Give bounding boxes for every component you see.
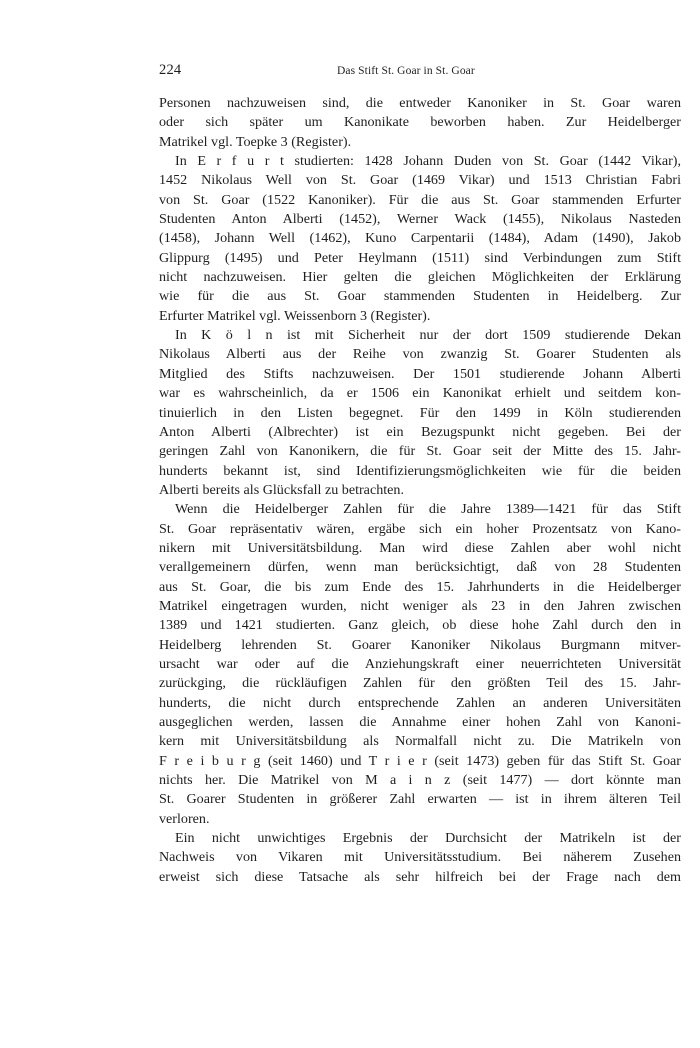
page-number: 224: [159, 62, 182, 78]
text-line: In E r f u r t studierten: 1428 Johann Duden von St. Goar (1442 Vikar),: [175, 153, 681, 170]
text-line: St. Goar repräsentativ wären, ergäbe sich ein hoher Prozentsatz von Kano-: [159, 520, 681, 537]
text-line: St. Goarer Studenten in größerer Zahl erwarten — ist in ihrem älteren Teil: [159, 791, 681, 808]
text-line: hunderts bekannt ist, sind Identifizierungsmöglichkeiten wie für die beiden: [159, 462, 681, 479]
text-line: wie für die aus St. Goar stammenden Studenten in Heidelberg. Zur: [159, 288, 681, 305]
text-line: Ein nicht unwichtiges Ergebnis der Durchsicht der Matrikeln ist der: [175, 830, 681, 847]
text-line: nikern mit Universitätsbildung. Man wird diese Zahlen aber wohl nicht: [159, 539, 681, 556]
text-line: verloren.: [159, 810, 210, 827]
text-line: (1458), Johann Well (1462), Kuno Carpentarii (1484), Adam (1490), Jakob: [159, 230, 681, 247]
text-line: erweist sich diese Tatsache als sehr hilfreich bei der Frage nach dem: [159, 868, 681, 885]
text-line: F r e i b u r g (seit 1460) und T r i e r (seit 1473) geben für das Stift St. Goar: [159, 752, 681, 769]
text-line: Wenn die Heidelberger Zahlen für die Jahre 1389—1421 für das Stift: [175, 501, 681, 518]
text-line: Studenten Anton Alberti (1452), Werner Wack (1455), Nikolaus Nasteden: [159, 211, 681, 228]
text-line: verallgemeinern dürfen, wenn man berücksichtigt, daß von 28 Studenten: [159, 559, 681, 576]
text-line: Nikolaus Alberti aus der Reihe von zwanzig St. Goarer Studenten als: [159, 346, 681, 363]
text-line: Matrikel eingetragen wurden, nicht weniger als 23 in den Jahren zwischen: [159, 597, 681, 614]
text-line: 1452 Nikolaus Well von St. Goar (1469 Vikar) und 1513 Christian Fabri: [159, 172, 681, 189]
text-line: oder sich später um Kanonikate beworben haben. Zur Heidelberger: [159, 114, 681, 131]
text-line: kern mit Universitätsbildung als Normalfall nicht zu. Die Matrikeln von: [159, 733, 681, 750]
text-line: hunderts, die nicht durch entsprechende Zahlen an anderen Universitäten: [159, 694, 681, 711]
text-line: Personen nachzuweisen sind, die entweder Kanoniker in St. Goar waren: [159, 95, 681, 111]
text-line: Anton Alberti (Albrechter) ist ein Bezugspunkt nicht gegeben. Bei der: [159, 423, 681, 440]
text-line: Erfurter Matrikel vgl. Weissenborn 3 (Register).: [159, 307, 431, 324]
text-line: ursacht war oder auf die Anziehungskraft einer neuerrichteten Universität: [159, 655, 681, 672]
text-line: Matrikel vgl. Toepke 3 (Register).: [159, 133, 352, 150]
text-line: nichts her. Die Matrikel von M a i n z (seit 1477) — dort könnte man: [159, 772, 681, 789]
text-line: Nachweis von Vikaren mit Universitätsstudium. Bei näherem Zusehen: [159, 849, 681, 866]
text-line: von St. Goar (1522 Kanoniker). Für die aus St. Goar stammenden Erfurter: [159, 191, 681, 208]
text-line: war es wahrscheinlich, da er 1506 ein Kanonikat erhielt und seitdem kon-: [159, 385, 681, 402]
page-header: [159, 62, 681, 82]
text-line: Glippurg (1495) und Peter Heylmann (1511) sind Verbindungen zum Stift: [159, 249, 681, 266]
text-line: Alberti bereits als Glücksfall zu betrachten.: [159, 481, 404, 498]
text-line: tinuierlich in den Listen begegnet. Für den 1499 in Köln studierenden: [159, 404, 681, 421]
text-line: In K ö l n ist mit Sicherheit nur der dort 1509 studierende Dekan: [175, 327, 681, 344]
text-line: Heidelberg lehrenden St. Goarer Kanoniker Nikolaus Burgmann mitver-: [159, 636, 681, 653]
text-line: ausgeglichen werden, lassen die Annahme einer hohen Zahl von Kanoni-: [159, 714, 681, 730]
text-line: 1389 und 1421 studierten. Ganz gleich, ob diese hohe Zahl durch den in: [159, 617, 681, 634]
body-text: [159, 94, 681, 887]
text-line: zurückging, die rückläufigen Zahlen für den größten Teil des 15. Jahr-: [159, 675, 681, 692]
text-line: nicht nachzuweisen. Hier gelten die gleichen Möglichkeiten der Erklärung: [159, 269, 681, 286]
text-line: Mitglied des Stifts nachzuweisen. Der 1501 studierende Johann Alberti: [159, 365, 681, 382]
text-line: geringen Zahl von Kanonikern, die für St. Goar seit der Mitte des 15. Jahr-: [159, 443, 681, 460]
text-line: aus St. Goar, die bis zum Ende des 15. Jahrhunderts in die Heidelberger: [159, 578, 681, 595]
running-title: Das Stift St. Goar in St. Goar: [337, 65, 475, 77]
